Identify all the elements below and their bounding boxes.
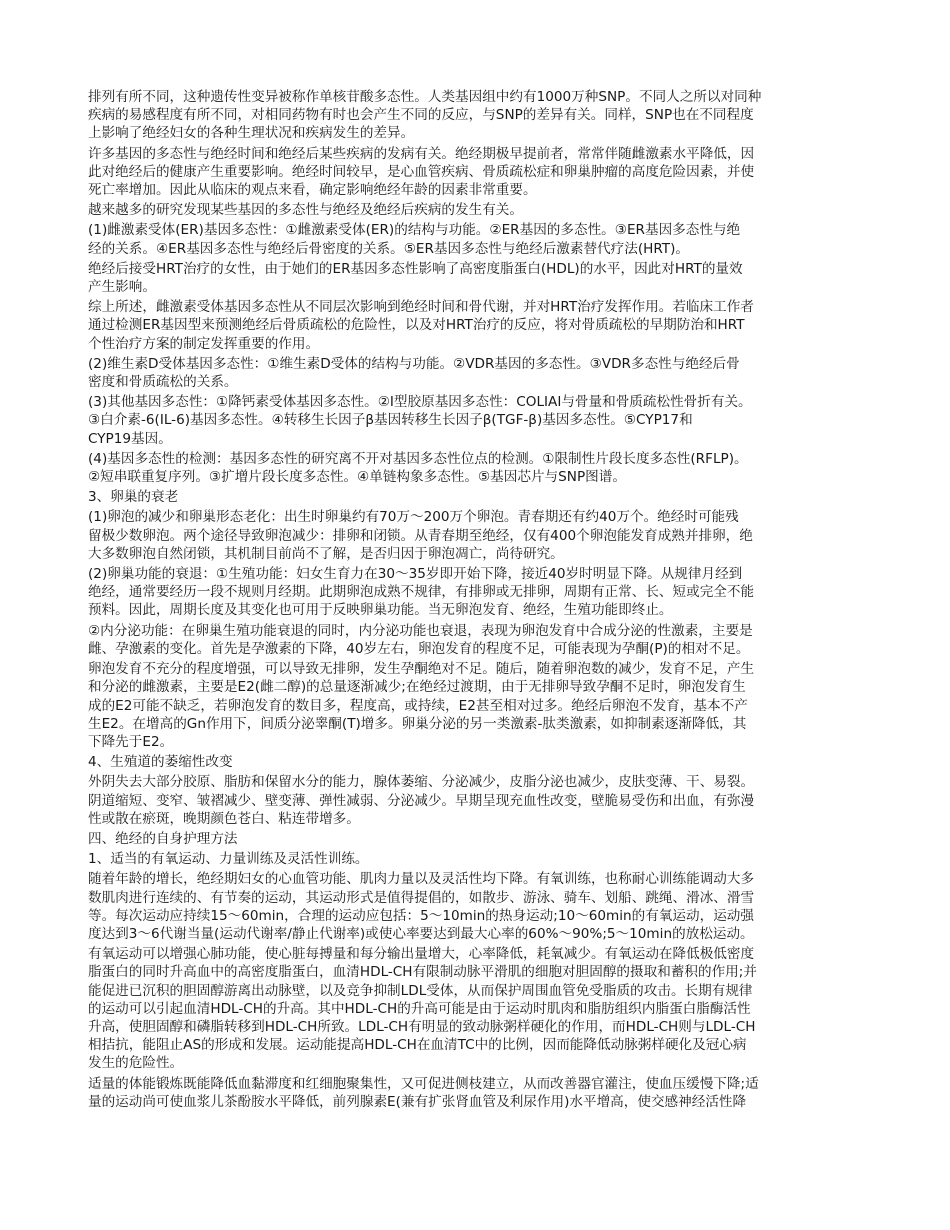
paragraph [88, 450, 862, 486]
paragraph [88, 850, 862, 868]
text-line: 卵泡发育不充分的程度增强，可以导致无排卵，发生孕酮绝对不足。随后，随着卵泡数的减少，发育不足，产生 [88, 661, 755, 678]
text-line: 1、适当的有氧运动、力量训练及灵活性训练。 [88, 851, 369, 868]
text-line: 许多基因的多态性与绝经时间和绝经后某些疾病的发病有关。绝经期极早提前者，常常伴随雌激素水平降低，因 [88, 145, 755, 162]
text-line: 4、生殖道的萎缩性改变 [88, 754, 233, 771]
paragraph [88, 355, 862, 391]
text-line: 成的E2可能不缺乏，若卵泡发育的数目多，程度高，或持续，E2甚至相对过多。绝经后卵泡不发育，基本不产 [88, 697, 748, 714]
text-line: 随着年龄的增长，绝经期妇女的心血管功能、肌肉力量以及灵活性均下降。有氧训练，也称耐心训练能调动大多 [88, 871, 755, 888]
paragraph [88, 830, 862, 848]
text-line: 有氧运动可以增强心肺功能，使心脏每搏量和每分输出量增大，心率降低，耗氧减少。有氧运动在降低极低密度 [88, 946, 755, 963]
paragraph [88, 393, 862, 448]
text-line: 个性治疗方案的制定发挥重要的作用。 [88, 335, 320, 352]
text-line: 此对绝经后的健康产生重要影响。绝经时间较早，是心血管疾病、骨质疏松症和卵巢肿瘤的高度危险因素，并使 [88, 163, 755, 180]
text-line: (2)卵巢功能的衰退：①生殖功能：妇女生育力在30～35岁即开始下降，接近40岁时明显下降。从规律月经到 [88, 566, 743, 583]
text-line: ②短串联重复序列。③扩增片段长度多态性。④单链构象多态性。⑤基因芯片与SNP图谱。 [88, 469, 626, 486]
text-line: 疾病的易感程度有所不同，对相同药物有时也会产生不同的反应，与SNP的差异有关。同样，SNP也在不同程度 [88, 107, 754, 124]
text-line: 发生的危险性。 [88, 1055, 184, 1072]
text-line: 留极少数卵泡。两个途径导致卵泡减少：排卵和闭锁。从青春期至绝经，仅有400个卵泡能发育成熟并排卵，绝 [88, 527, 753, 544]
text-line: (1)卵泡的减少和卵巢形态老化：出生时卵巢约有70万～200万个卵泡。青春期还有约40万个。绝经时可能残 [88, 509, 739, 526]
paragraph [88, 145, 862, 200]
text-line: 下降先于E2。 [88, 733, 174, 750]
text-line: 能促进已沉积的胆固醇游离出动脉壁，以及竞争抑制LDL受体，从而保护周围血管免受脂质的攻击。长期有规律 [88, 982, 753, 999]
text-line: 四、绝经的自身护理方法 [88, 830, 238, 847]
paragraph [88, 773, 862, 828]
paragraph [88, 622, 862, 658]
text-line: 绝经，通常要经历一段不规则月经期。此期卵泡成熟不规律，有排卵或无排卵，周期有正常、长、短或完全不能 [88, 584, 755, 601]
text-line: CYP19基因。 [88, 430, 172, 447]
text-line: 经的关系。④ER基因多态性与绝经后骨密度的关系。⑤ER基因多态性与绝经后激素替代疗法(HRT)。 [88, 240, 689, 257]
paragraph [88, 660, 862, 751]
text-line: (2)维生素D受体基因多态性：①维生素D受体的结构与功能。②VDR基因的多态性。③VDR多态性与绝经后骨 [88, 355, 740, 372]
paragraph [88, 298, 862, 353]
paragraph [88, 88, 862, 143]
text-line: (1)雌激素受体(ER)基因多态性：①雌激素受体(ER)的结构与功能。②ER基因的多态性。③ER基因多态性与绝 [88, 222, 741, 239]
text-line: 生E2。在增高的Gn作用下，间质分泌睾酮(T)增多。卵巢分泌的另一类激素-肽类激素，如抑制素逐渐降低，其 [88, 715, 747, 732]
text-line: 等。每次运动应持续15～60min，合理的运动应包括：5～10min的热身运动;10～60min的有氧运动，运动强 [88, 907, 754, 924]
text-line: 阴道缩短、变窄、皱褶减少、壁变薄、弹性减弱、分泌减少。早期呈现充血性改变，壁脆易受伤和出血，有弥漫 [88, 792, 755, 809]
text-line: 升高，使胆固醇和磷脂转移到HDL-CH所致。LDL-CH有明显的致动脉粥样硬化的作用，而HDL-CH则与LDL-CH [88, 1018, 756, 1035]
text-line: 产生影响。 [88, 279, 156, 296]
text-line: 数肌肉进行连续的、有节奏的运动，其运动形式是值得提倡的，如散步、游泳、骑车、划船、跳绳、滑冰、滑雪 [88, 889, 755, 906]
text-line: 和分泌的雌激素，主要是E2(雌二醇)的总量逐渐减少;在绝经过渡期，由于无排卵导致孕酮不足时，卵泡发育生 [88, 679, 746, 696]
text-line: 性或散在瘀斑，晚期颜色苍白、粘连带增多。 [88, 810, 360, 827]
paragraph [88, 508, 862, 563]
text-line: 密度和骨质疏松的关系。 [88, 374, 238, 391]
text-line: 上影响了绝经妇女的各种生理状况和疾病发生的差异。 [88, 125, 415, 142]
text-line: ③白介素-6(IL-6)基因多态性。④转移生长因子β基因转移生长因子β(TGF-β)基因多态性。⑤CYP17和 [88, 412, 693, 429]
text-line: 适量的体能锻炼既能降低血黏滞度和红细胞聚集性，又可促进侧枝建立，从而改善器官灌注，使血压缓慢下降;适 [88, 1075, 759, 1092]
text-line: (3)其他基因多态性：①降钙素受体基因多态性。②Ⅰ型胶原基因多态性：COLIAI与骨量和骨质疏松性骨折有关。 [88, 394, 752, 411]
text-line: 预料。因此，周期长度及其变化也可用于反映卵巢功能。当无卵泡发育、绝经，生殖功能即终止。 [88, 602, 673, 619]
text-line: (4)基因多态性的检测：基因多态性的研究离不开对基因多态性位点的检测。①限制性片段长度多态性(RFLP)。 [88, 450, 748, 467]
paragraph [88, 870, 862, 943]
text-line: 脂蛋白的同时升高血中的高密度脂蛋白，血清HDL-CH有限制动脉平滑肌的细胞对胆固醇的摄取和蓄积的作用;并 [88, 964, 757, 981]
paragraph [88, 201, 862, 219]
paragraph [88, 753, 862, 771]
text-line: 相拮抗，能阻止AS的形成和发展。运动能提高HDL-CH在血清TC中的比例，因而能降低动脉粥样硬化及冠心病 [88, 1037, 747, 1054]
text-line: ②内分泌功能：在卵巢生殖功能衰退的同时，内分泌功能也衰退，表现为卵泡发育中合成分泌的性激素，主要是 [88, 622, 753, 639]
text-line: 排列有所不同，这种遗传性变异被称作单核苷酸多态性。人类基因组中约有1000万种SNP。不同人之所以对同种 [88, 89, 762, 105]
text-line: 外阴失去大部分胶原、脂肪和保留水分的能力，腺体萎缩、分泌减少，皮脂分泌也减少，皮肤变薄、干、易裂。 [88, 774, 755, 791]
text-line: 综上所述，雌激素受体基因多态性从不同层次影响到绝经时间和骨代谢，并对HRT治疗发挥作用。若临床工作者 [88, 299, 754, 316]
text-line: 大多数卵泡自然闭锁，其机制目前尚不了解，是否归因于卵泡凋亡，尚待研究。 [88, 545, 564, 562]
text-line: 死亡率增加。因此从临床的观点来看，确定影响绝经年龄的因素非常重要。 [88, 182, 537, 199]
paragraph [88, 1075, 862, 1111]
text-line: 雌、孕激素的变化。首先是孕激素的下降，40岁左右，卵泡发育的程度不足，可能表现为孕酮(P)的相对不足。 [88, 640, 750, 657]
text-line: 通过检测ER基因型来预测绝经后骨质疏松的危险性，以及对HRT治疗的反应，将对骨质疏松的早期防治和HRT [88, 317, 745, 334]
text-line: 量的运动尚可使血浆儿茶酚胺水平降低，前列腺素E(兼有扩张肾血管及利尿作用)水平增高，使交感神经活性降 [88, 1093, 747, 1110]
paragraph [88, 488, 862, 506]
text-line: 越来越多的研究发现某些基因的多态性与绝经及绝经后疾病的发生有关。 [88, 202, 523, 219]
paragraph [88, 565, 862, 620]
paragraph [88, 945, 862, 1072]
paragraph [88, 260, 862, 296]
text-line: 度达到3～6代谢当量(运动代谢率/静止代谢率)或使心率要达到最大心率的60%～90%;5～10min的放松运动。 [88, 925, 754, 942]
text-line: 3、卵巢的衰老 [88, 489, 179, 506]
text-line: 的运动可以引起血清HDL-CH的升高。其中HDL-CH的升高可能是由于运动时肌肉和脂肪组织内脂蛋白脂酶活性 [88, 1000, 751, 1017]
paragraph [88, 221, 862, 257]
text-line: 绝经后接受HRT治疗的女性，由于她们的ER基因多态性影响了高密度脂蛋白(HDL)的水平，因此对HRT的量效 [88, 260, 743, 277]
